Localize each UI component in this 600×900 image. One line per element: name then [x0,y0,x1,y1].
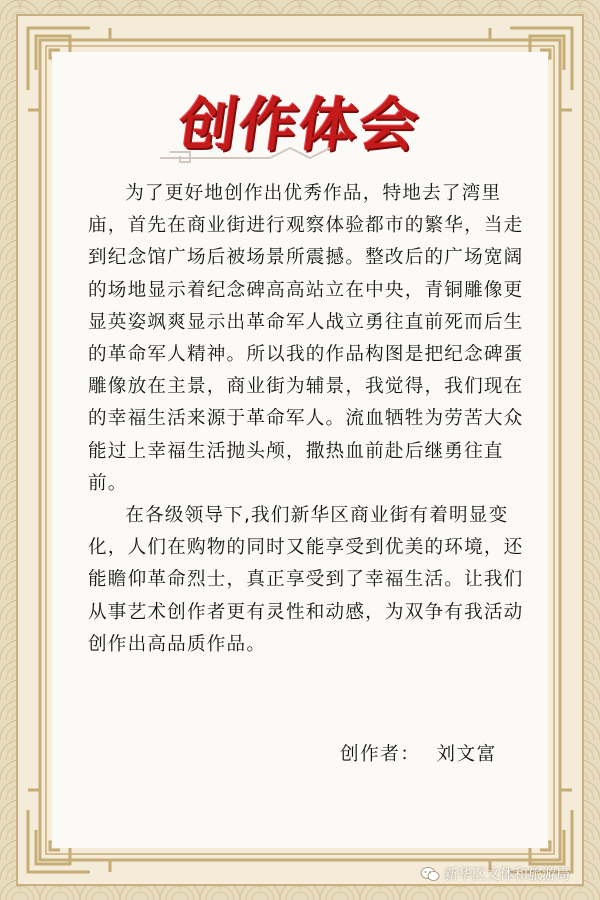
wechat-icon [420,866,440,882]
watermark [420,862,600,886]
signature-name: 刘文富 [436,744,497,765]
watermark-text: 新华区文体和旅游局 [444,867,570,883]
paragraph-2: 在各级领导下,我们新华区商业街有着明显变化，人们在购物的同时又能享受到优美的环境，还能瞻仰革命烈士，真正享受到了幸福生活。让我们从事艺术创作者更有灵性和动感，为双争有我活动创作出高品质作品。 [88,505,524,655]
paragraph-1: 为了更好地创作出优秀作品，特地去了湾里庙，首先在商业街进行观察体验都市的繁华，当走到纪念馆广场后被场景所震撼。整改后的广场宽阔的场地显示着纪念碑高高站立在中央，青铜雕像更显英姿飒爽显示出革命军人战立勇往直前死而后生的革命军人精神。所以我的作品构图是把纪念碑蛋雕像放在主景，商业街为辅景，我觉得，我们现在的幸福生活来源于革命军人。流血牺牲为劳苦大众能过上幸福生活抛头颅，撒热血前赴后继勇往直前。 [88,183,524,494]
title-underline-ornament [150,142,450,166]
author-signature [340,740,560,766]
article-body [88,178,528,661]
signature-label: 创作者： [340,744,421,765]
page-title: 创作体会 [174,91,425,159]
